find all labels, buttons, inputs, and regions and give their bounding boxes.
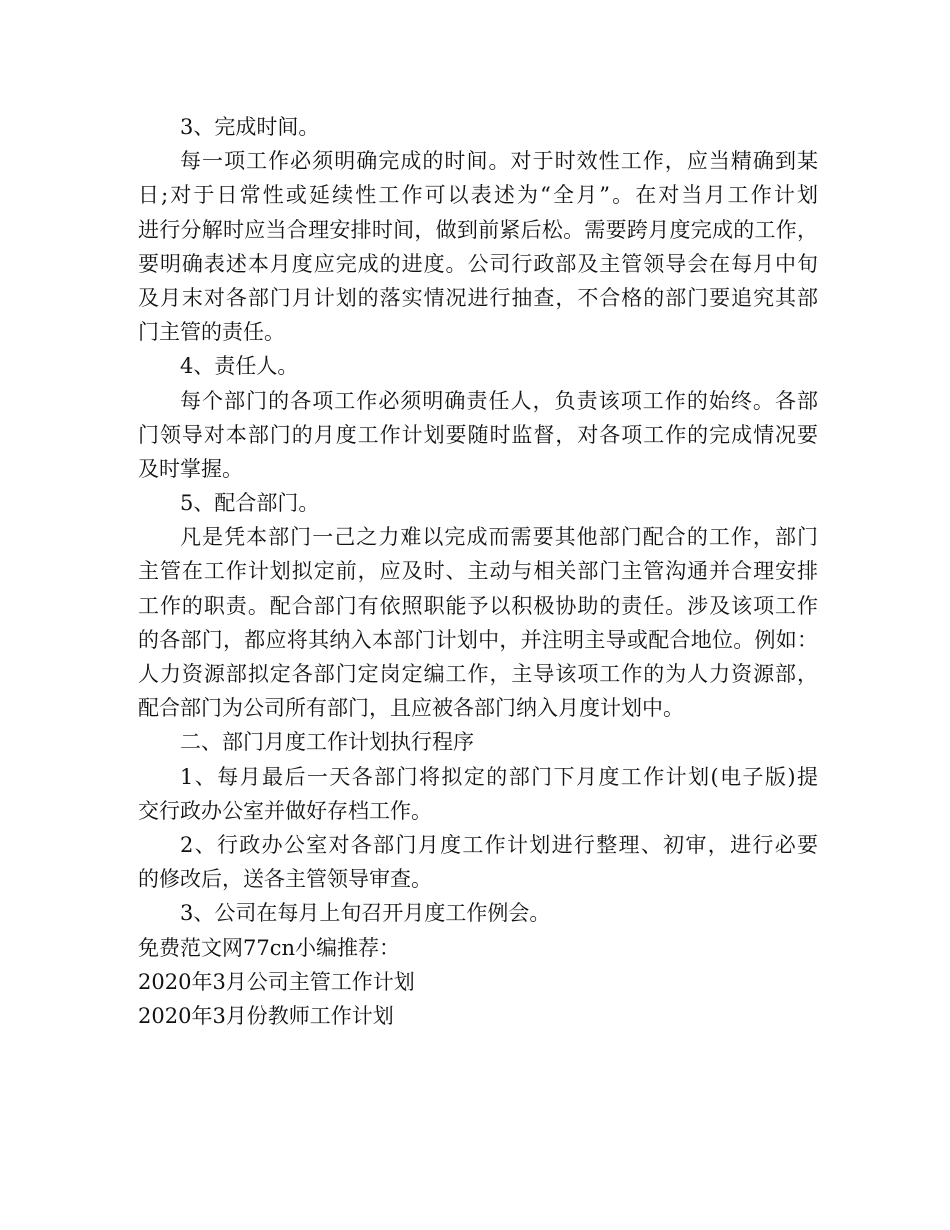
paragraph-line: 配合部门为公司所有部门，且应被各部门纳入月度计划中。 [138,696,684,721]
paragraph-line: 工作的职责。配合部门有依照职能予以积极协助的责任。涉及该项工作 [138,593,818,618]
paragraph-line: 进行分解时应当合理安排时间，做到前紧后松。需要跨月度完成的工作， [138,217,818,242]
paragraph-line: 及月末对各部门月计划的落实情况进行抽查，不合格的部门要追究其部 [138,285,818,310]
paragraph-line: 凡是凭本部门一己之力难以完成而需要其他部门配合的工作，部门 [180,525,818,550]
paragraph-line: 每一项工作必须明确完成的时间。对于时效性工作，应当精确到某 [180,149,818,174]
paragraph-line: 要明确表述本月度应完成的进度。公司行政部及主管领导会在每月中旬 [138,251,818,276]
paragraph-line: 人力资源部拟定各部门定岗定编工作，主导该项工作的为人力资源部， [138,662,818,686]
section-heading-completion-time: 3、完成时间。 [180,115,320,139]
recommendation-heading: 免费范文网77cn小编推荐： [138,935,401,960]
paragraph-line: 2、行政办公室对各部门月度工作计划进行整理、初审，进行必要 [180,832,818,857]
paragraph-line: 3、公司在每月上旬召开月度工作例会。 [180,901,551,926]
section-heading-execution-procedure: 二、部门月度工作计划执行程序 [180,730,474,755]
paragraph-line: 门领导对本部门的月度工作计划要随时监督，对各项工作的完成情况要 [138,422,818,447]
recommended-link-teacher-plan[interactable]: 2020年3月份教师工作计划 [138,1003,394,1028]
paragraph-line: 的修改后，送各主管领导审查。 [138,867,432,892]
paragraph-line: 主管在工作计划拟定前，应及时、主动与相关部门主管沟通并合理安排 [138,559,818,584]
section-heading-cooperating-departments: 5、配合部门。 [180,491,320,516]
paragraph-line: 及时掌握。 [138,456,243,481]
paragraph-line: 日;对于日常性或延续性工作可以表述为“全月”。在对当月工作计划 [138,183,818,208]
paragraph-line: 交行政办公室并做好存档工作。 [138,798,432,823]
paragraph-line: 1、每月最后一天各部门将拟定的部门下月度工作计划(电子版)提 [180,764,818,789]
paragraph-line: 的各部门，都应将其纳入本部门计划中，并注明主导或配合地位。例如： [138,627,818,652]
section-heading-responsible-person: 4、责任人。 [180,354,299,379]
recommended-link-supervisor-plan[interactable]: 2020年3月公司主管工作计划 [138,969,415,994]
paragraph-line: 门主管的责任。 [138,320,285,345]
document-body [138,110,818,1033]
paragraph-line: 每个部门的各项工作必须明确责任人，负责该项工作的始终。各部 [180,388,818,413]
